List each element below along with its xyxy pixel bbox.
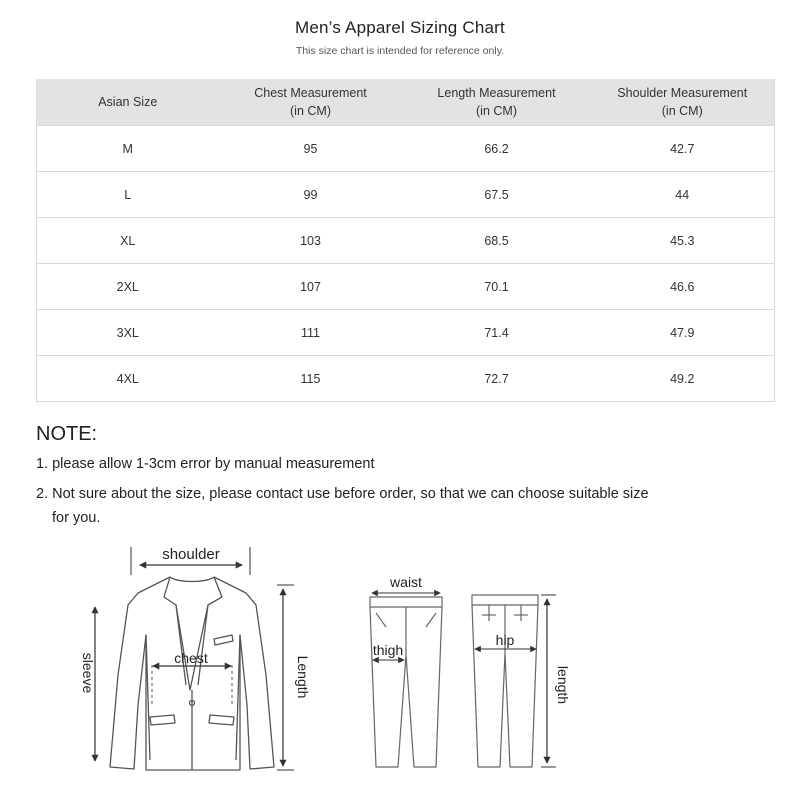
table-row <box>37 218 775 264</box>
label-sleeve: sleeve <box>80 652 96 694</box>
table-row <box>37 356 775 402</box>
sleeve-dimension <box>80 607 96 761</box>
cell-chest: 111 <box>219 310 403 356</box>
table-row <box>37 172 775 218</box>
cell-shoulder: 42.7 <box>591 126 775 172</box>
cell-shoulder: 45.3 <box>591 218 775 264</box>
table-row <box>37 310 775 356</box>
cell-length: 68.5 <box>403 218 591 264</box>
jacket-drawing <box>110 577 274 770</box>
thigh-dimension <box>373 642 404 660</box>
cell-shoulder: 49.2 <box>591 356 775 402</box>
header-shoulder: Shoulder Measurement (in CM) <box>591 79 775 126</box>
table-row <box>37 264 775 310</box>
cell-chest: 107 <box>219 264 403 310</box>
chart-subtitle: This size chart is intended for reference only. <box>295 45 505 57</box>
cell-length: 71.4 <box>403 310 591 356</box>
cell-size: 2XL <box>37 264 219 310</box>
label-waist: waist <box>390 574 422 590</box>
label-chest: chest <box>174 650 208 666</box>
cell-chest: 99 <box>219 172 403 218</box>
cell-length: 66.2 <box>403 126 591 172</box>
cell-size: XL <box>37 218 219 264</box>
note-item-2-line-2: for you. <box>52 510 101 526</box>
note-item-2 <box>36 482 796 530</box>
label-shoulder: shoulder <box>162 546 220 563</box>
header-chest: Chest Measurement (in CM) <box>219 79 403 126</box>
shoulder-dimension <box>131 546 250 575</box>
label-hip: hip <box>495 632 515 648</box>
note-item-1: 1. please allow 1-3cm error by manual measurement <box>36 456 375 472</box>
cell-shoulder: 46.6 <box>591 264 775 310</box>
header-length: Length Measurement (in CM) <box>403 79 591 126</box>
cell-shoulder: 47.9 <box>591 310 775 356</box>
cell-size: L <box>37 172 219 218</box>
label-thigh: thigh <box>372 642 404 658</box>
size-table <box>36 79 775 402</box>
cell-length: 67.5 <box>403 172 591 218</box>
pants-front-drawing <box>370 597 442 767</box>
cell-chest: 115 <box>219 356 403 402</box>
pants-length-dimension <box>541 595 571 767</box>
cell-size: 4XL <box>37 356 219 402</box>
waist-dimension <box>372 574 440 593</box>
pants-back-drawing <box>472 595 538 767</box>
table-row <box>37 126 775 172</box>
cell-length: 70.1 <box>403 264 591 310</box>
cell-chest: 103 <box>219 218 403 264</box>
cell-shoulder: 44 <box>591 172 775 218</box>
note-item-2-line-1: 2. Not sure about the size, please contact use before order, so that we can choose suitable size <box>36 486 649 502</box>
table-header-row <box>37 79 775 126</box>
hip-dimension <box>475 632 536 649</box>
cell-chest: 95 <box>219 126 403 172</box>
chest-dimension <box>153 650 231 666</box>
chart-title: Men’s Apparel Sizing Chart <box>295 18 505 37</box>
note-heading: NOTE: <box>36 423 98 445</box>
header-asian-size: Asian Size <box>37 79 219 126</box>
measurement-diagram <box>0 535 800 797</box>
jacket-length-dimension <box>277 585 311 770</box>
cell-size: 3XL <box>37 310 219 356</box>
label-pants-length: length <box>555 665 571 705</box>
cell-size: M <box>37 126 219 172</box>
label-jacket-length: Length <box>295 655 311 699</box>
cell-length: 72.7 <box>403 356 591 402</box>
